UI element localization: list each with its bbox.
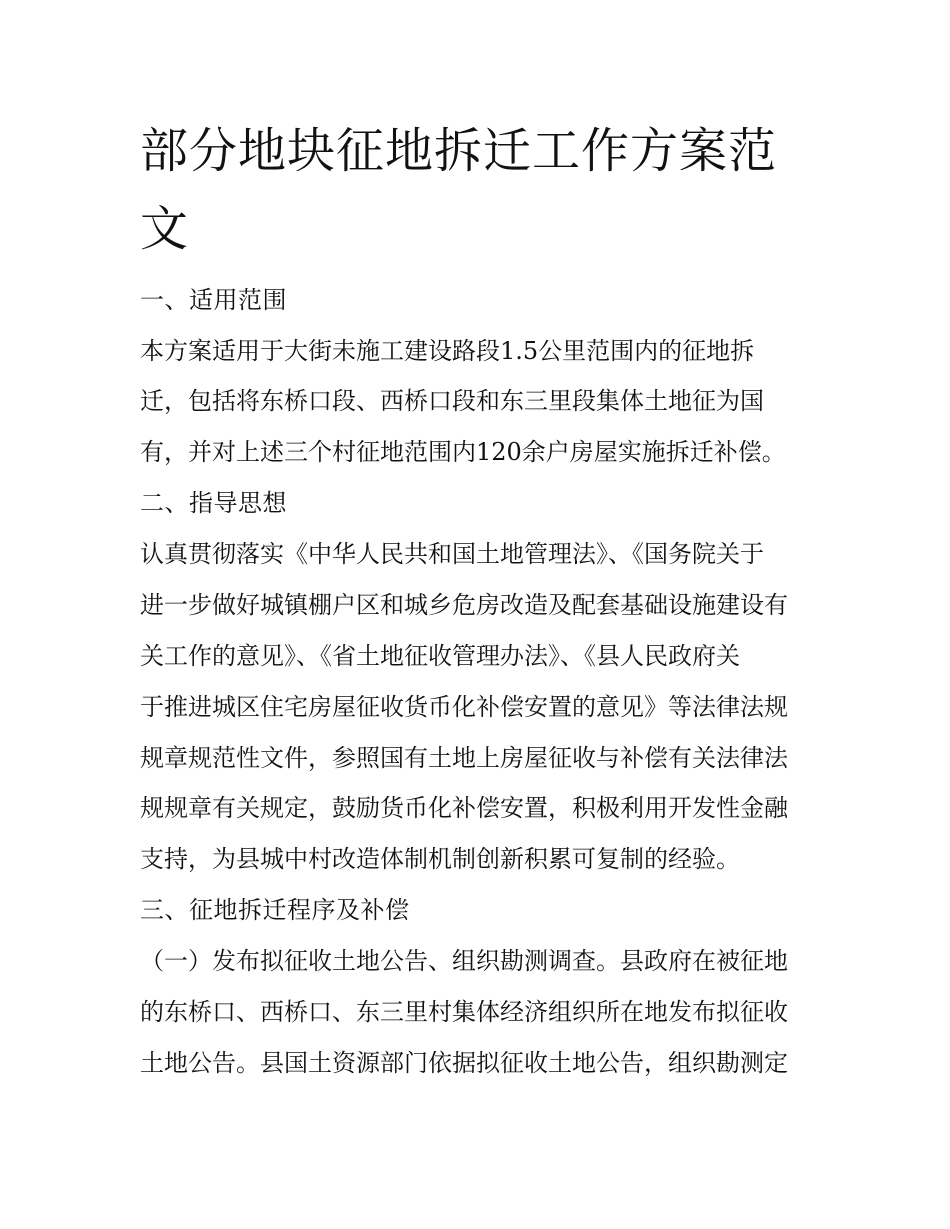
paragraph-line: 进一步做好城镇棚户区和城乡危房改造及配套基础设施建设有 [140,591,788,619]
section-heading-guiding-thought: 二、指导思想 [140,489,287,517]
paragraph-line: 关工作的意见》、《省土地征收管理办法》、《县人民政府关 [140,642,740,670]
paragraph-line: 于推进城区住宅房屋征收货币化补偿安置的意见》等法律法规 [140,693,788,721]
paragraph-line: 规章规范性文件，参照国有土地上房屋征收与补偿有关法律法 [140,744,788,772]
paragraph-line: 本方案适用于大街未施工建设路段1.5公里范围内的征地拆 [140,337,755,365]
paragraph-line: 规规章有关规定，鼓励货币化补偿安置，积极利用开发性金融 [140,794,788,822]
paragraph-line: （一）发布拟征收土地公告、组织勘测调查。县政府在被征地 [140,947,788,975]
section-heading-scope: 一、适用范围 [140,286,287,314]
paragraph-line: 认真贯彻落实《中华人民共和国土地管理法》、《国务院关于 [140,540,764,568]
document-title: 部分地块征地拆迁工作方案范文 [140,123,778,257]
paragraph-line: 土地公告。县国土资源部门依据拟征收土地公告，组织勘测定 [140,1049,788,1077]
paragraph-line: 迁，包括将东桥口段、西桥口段和东三里段集体土地征为国 [140,387,764,415]
paragraph-line: 的东桥口、西桥口、东三里村集体经济组织所在地发布拟征收 [140,998,788,1026]
section-heading-procedure: 三、征地拆迁程序及补偿 [140,896,410,924]
paragraph-line: 有，并对上述三个村征地范围内120余户房屋实施拆迁补偿。 [140,438,786,466]
paragraph-line: 支持，为县城中村改造体制机制创新积累可复制的经验。 [140,845,740,873]
